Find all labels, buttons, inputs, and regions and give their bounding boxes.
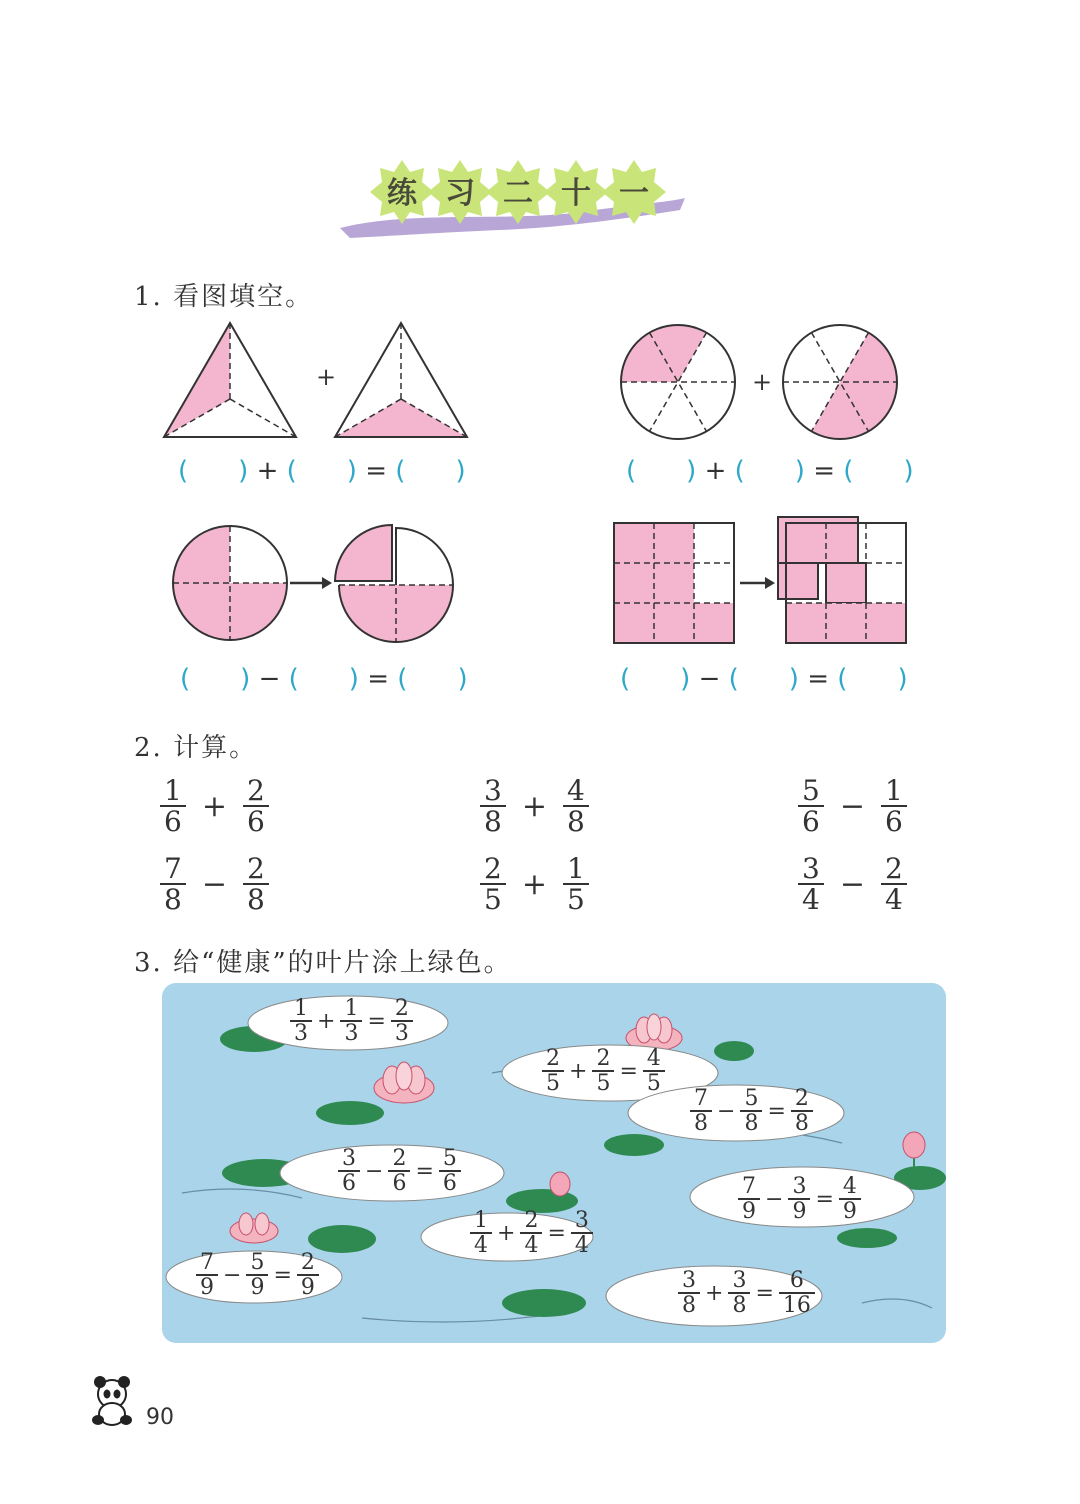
circle-quarters-1 [173,526,287,640]
blank-row-3[interactable]: ( ) − ( ) = ( ) [180,664,468,694]
square-grid-1 [614,523,734,643]
blank-row-4[interactable]: ( ) − ( ) = ( ) [620,664,908,694]
title-char: 二 [503,176,533,211]
blank-row-2[interactable]: ( ) + ( ) = ( ) [626,456,914,486]
calc-item-2: $\frac{3}{8}$ + $\frac{4}{8}$ [480,776,589,837]
leaf-equation-2[interactable]: $\frac{2}{5}$ + $\frac{2}{5}$ = $\frac{4}{5}$ [542,1047,665,1095]
leaf-equation-6[interactable]: $\frac{1}{4}$ + $\frac{2}{4}$ = $\frac{3}{4}$ [470,1209,593,1257]
calc-item-1: $\frac{1}{6}$ + $\frac{2}{6}$ [160,776,269,837]
title-banner [330,150,710,260]
plus-sign: + [752,368,773,396]
page-number: 90 [146,1405,174,1430]
title-char: 十 [561,176,591,211]
leaf-equation-4[interactable]: $\frac{3}{6}$ − $\frac{2}{6}$ = $\frac{5}{6}$ [338,1147,461,1195]
plus-sign: + [316,363,337,391]
panda-icon [86,1374,142,1430]
calc-item-5: $\frac{2}{5}$ + $\frac{1}{5}$ [480,854,589,915]
arrow-right-icon [290,577,332,589]
arrow-right-icon [740,577,775,589]
pond-illustration [162,983,946,1343]
q1-heading: 1. 看图填空。 [134,282,314,312]
triangle-figure-2 [335,323,467,437]
blank-row-1[interactable]: ( ) + ( ) = ( ) [178,456,466,486]
circle-sixths-1 [621,325,735,439]
calc-item-6: $\frac{3}{4}$ − $\frac{2}{4}$ [798,854,907,915]
leaf-equation-1[interactable]: $\frac{1}{3}$ + $\frac{1}{3}$ = $\frac{2}{3}$ [290,997,413,1045]
leaf-equation-8[interactable]: $\frac{3}{8}$ + $\frac{3}{8}$ = $\frac{6}{16}$ [678,1269,815,1317]
leaf-equation-3[interactable]: $\frac{7}{8}$ − $\frac{5}{8}$ = $\frac{2}{8}$ [690,1087,813,1135]
title-char: 习 [445,176,475,211]
q2-heading: 2. 计算。 [134,733,258,763]
q3-heading: 3. 给“健康”的叶片涂上绿色。 [134,948,512,978]
title-char: 练 [387,176,417,211]
title-char: 一 [619,176,649,211]
circle-sixths-2 [783,325,897,439]
circle-quarters-2 [335,525,453,642]
calc-item-3: $\frac{5}{6}$ − $\frac{1}{6}$ [798,776,907,837]
square-grid-2 [778,517,906,643]
triangle-figure-1 [164,323,296,437]
title-ribbon [330,150,710,260]
calc-item-4: $\frac{7}{8}$ − $\frac{2}{8}$ [160,854,269,915]
leaf-equation-5[interactable]: $\frac{7}{9}$ − $\frac{3}{9}$ = $\frac{4}{9}$ [738,1175,861,1223]
leaf-equation-7[interactable]: $\frac{7}{9}$ − $\frac{5}{9}$ = $\frac{2}{9}$ [196,1251,319,1299]
